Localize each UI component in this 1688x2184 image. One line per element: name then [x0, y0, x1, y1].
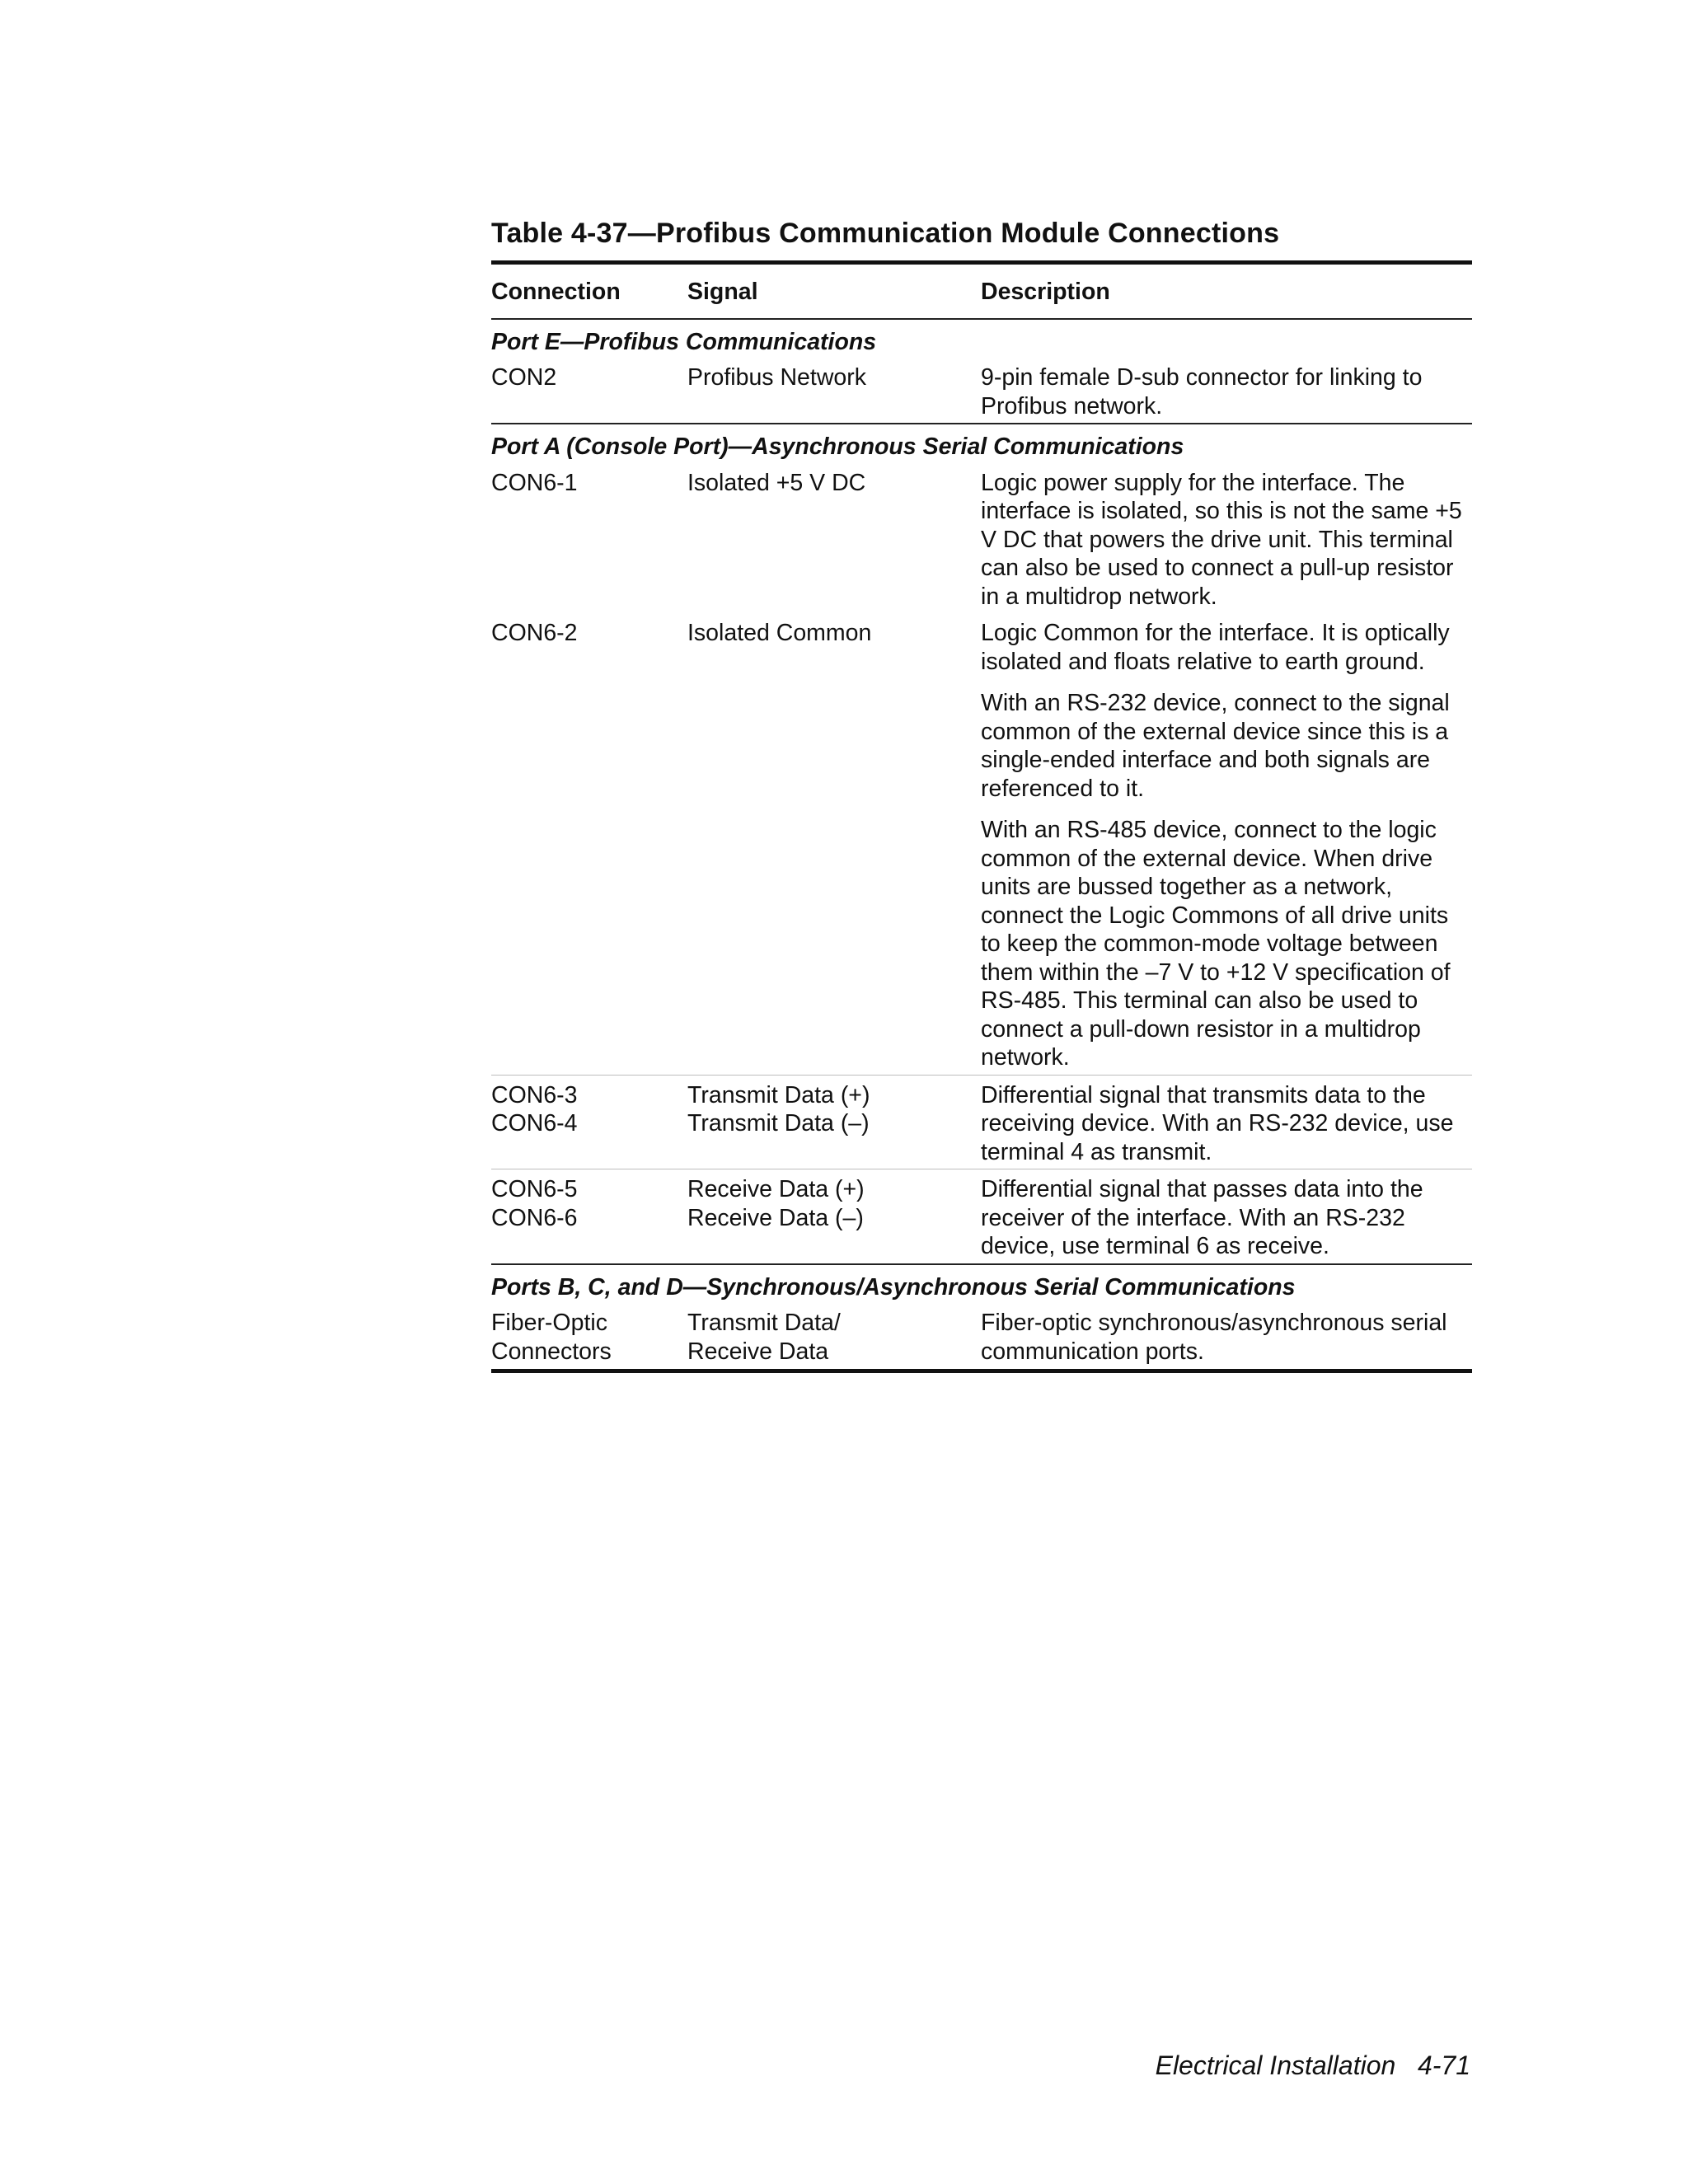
page-number: 4-71 — [1417, 2050, 1470, 2080]
cell-signal: Isolated +5 V DC — [687, 469, 866, 496]
footer-section-title: Electrical Installation — [1155, 2050, 1396, 2080]
header-connection: Connection — [491, 279, 621, 305]
table-row — [491, 1303, 1472, 1371]
table-row — [491, 358, 1472, 424]
cell-description — [981, 1303, 1472, 1371]
description-text: 9-pin female D-sub connector for linking to Profibus network. — [981, 364, 1423, 419]
cell-description — [981, 358, 1472, 424]
cell-signal: Transmit Data (+) Transmit Data (–) — [687, 1075, 981, 1169]
connections-table-block — [491, 213, 1472, 1373]
cell-signal: Profibus Network — [687, 358, 981, 424]
cell-signal: Receive Data (+) Receive Data (–) — [687, 1169, 981, 1264]
table-row — [491, 613, 1472, 1075]
header-signal: Signal — [687, 279, 758, 305]
header-description: Description — [981, 279, 1110, 305]
description-text: Logic power supply for the interface. The interface is isolated, so this is not the same +5 V DC that powers the drive unit. This terminal can also be used to connect a pull-up resistor in a multidrop network. — [981, 469, 1462, 610]
cell-description — [981, 463, 1472, 614]
table-header-row — [491, 263, 1472, 319]
section-heading-row — [491, 424, 1472, 463]
description-text: Fiber-optic synchronous/asynchronous serial communication ports. — [981, 1310, 1447, 1365]
table-row — [491, 1075, 1472, 1169]
cell-signal: Isolated Common — [687, 613, 981, 1075]
table-row — [491, 463, 1472, 614]
table-row — [491, 1169, 1472, 1264]
cell-description — [981, 613, 1472, 1075]
section-heading-row — [491, 1264, 1472, 1304]
cell-connection: CON2 — [491, 358, 687, 424]
description-text: Logic Common for the interface. It is optically isolated and floats relative to earth ground. — [981, 620, 1450, 675]
table-title: Table 4-37—Profibus Communication Module Connections — [491, 218, 1280, 249]
section-heading-row — [491, 319, 1472, 359]
cell-description — [981, 1075, 1472, 1169]
cell-connection: Fiber-Optic Connectors — [491, 1303, 687, 1371]
section-heading-port-e: Port E—Profibus Communications — [491, 328, 877, 355]
description-text: Differential signal that passes data into the receiver of the interface. With an RS-232 device, use terminal 6 as receive. — [981, 1176, 1423, 1259]
description-text: With an RS-485 device, connect to the logic common of the external device. When drive units are bussed together as a network, connect the Logic Commons of all drive units to keep the common-mode voltage between them within the –7 V to +12 V specification of RS-485. This terminal can also be used to connect a pull-down resistor in a multidrop network. — [981, 817, 1451, 1071]
cell-connection: CON6-1 — [491, 469, 578, 496]
cell-description — [981, 1169, 1472, 1264]
connections-table — [491, 260, 1472, 1373]
cell-connection: CON6-5 CON6-6 — [491, 1169, 687, 1264]
cell-connection: CON6-2 — [491, 613, 687, 1075]
section-heading-port-a: Port A (Console Port)—Asynchronous Serial Communications — [491, 434, 1184, 460]
cell-connection: CON6-3 CON6-4 — [491, 1075, 687, 1169]
section-heading-ports-bcd: Ports B, C, and D—Synchronous/Asynchronous Serial Communications — [491, 1273, 1296, 1301]
description-text: Differential signal that transmits data to the receiving device. With an RS-232 device, use terminal 4 as transmit. — [981, 1081, 1454, 1165]
cell-signal: Transmit Data/ Receive Data — [687, 1303, 981, 1371]
page-footer — [1156, 2049, 1470, 2082]
description-text: With an RS-232 device, connect to the signal common of the external device since this is a single-ended interface and both signals are referenced to it. — [981, 690, 1450, 802]
